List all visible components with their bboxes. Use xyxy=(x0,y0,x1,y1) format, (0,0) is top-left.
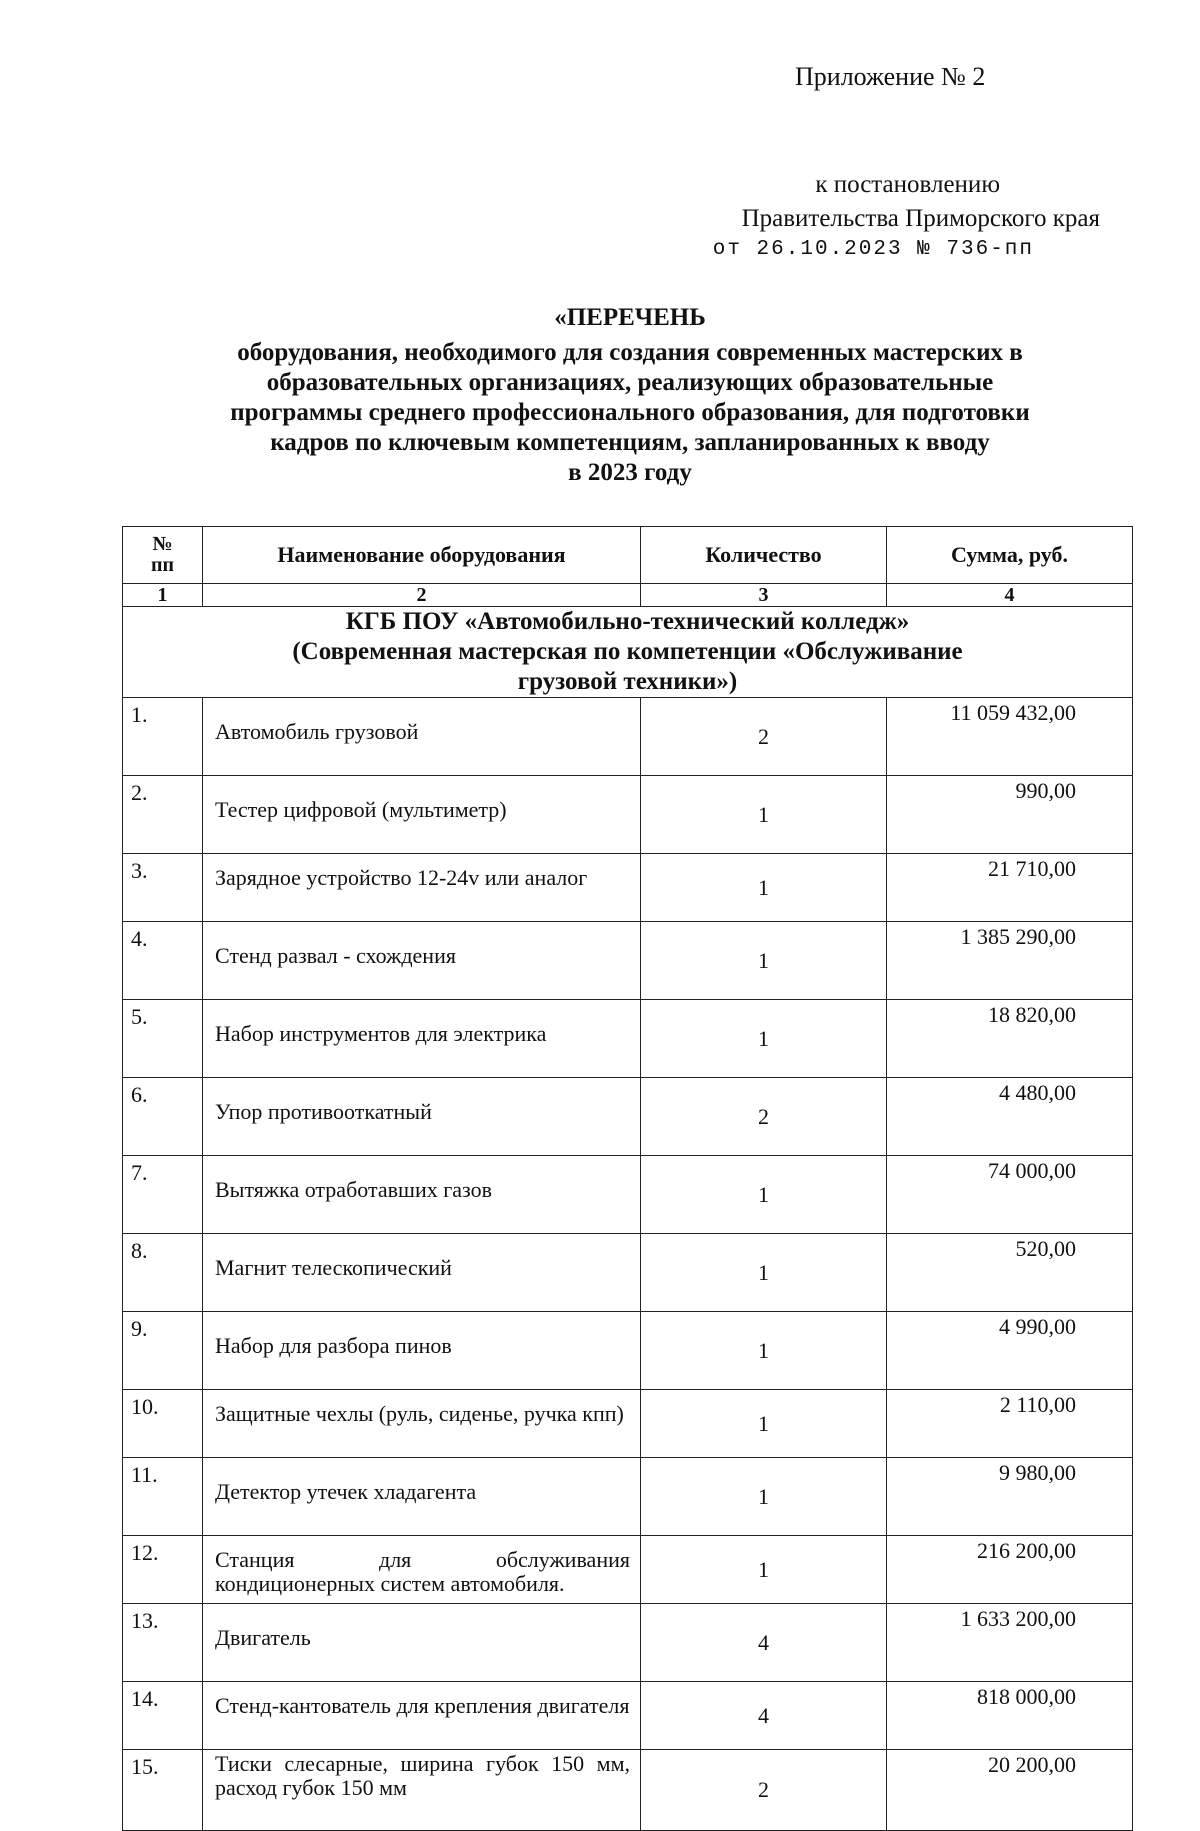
ref-line-2: Правительства Приморского края xyxy=(741,205,1100,232)
row-qty: 1 xyxy=(641,1234,887,1312)
row-num: 15. xyxy=(123,1750,203,1831)
row-name: Стенд развал - схождения xyxy=(203,922,641,1000)
table-row xyxy=(123,1682,1133,1750)
row-num: 1. xyxy=(123,698,203,776)
row-name: Тестер цифровой (мультиметр) xyxy=(203,776,641,854)
title-line-3: образовательных организациях, реализующих образовательные xyxy=(266,369,994,396)
row-sum: 21 710,00 xyxy=(887,854,1133,922)
col-number: 2 xyxy=(203,584,641,607)
row-name: Зарядное устройство 12-24v или аналог xyxy=(203,854,641,922)
header-num-line-1: № xyxy=(152,533,173,555)
ref-line-3: от 26.10.2023 № 736-пп xyxy=(712,238,1034,261)
row-name: Детектор утечек хладагента xyxy=(203,1458,641,1536)
row-sum: 11 059 432,00 xyxy=(887,698,1133,776)
row-qty: 4 xyxy=(641,1682,887,1750)
row-num: 8. xyxy=(123,1234,203,1312)
title-line-4: программы среднего профессионального образования, для подготовки xyxy=(230,399,1030,426)
row-num: 10. xyxy=(123,1390,203,1458)
column-number-row xyxy=(123,584,1133,607)
row-sum: 818 000,00 xyxy=(887,1682,1133,1750)
decree-reference xyxy=(713,168,1100,264)
row-qty: 2 xyxy=(641,1750,887,1831)
row-name: Тиски слесарные, ширина губок 150 мм, расход губок 150 мм xyxy=(203,1750,641,1831)
row-qty: 2 xyxy=(641,1078,887,1156)
row-sum: 990,00 xyxy=(887,776,1133,854)
table-row xyxy=(123,698,1133,776)
header-qty: Количество xyxy=(641,527,887,584)
section-line-1: КГБ ПОУ «Автомобильно-технический колледж» xyxy=(345,608,910,635)
row-sum: 1 385 290,00 xyxy=(887,922,1133,1000)
equipment-table xyxy=(122,526,1133,1831)
row-sum: 216 200,00 xyxy=(887,1536,1133,1604)
col-number: 4 xyxy=(887,584,1133,607)
title-line-6: в 2023 году xyxy=(568,459,692,486)
title-line-5: кадров по ключевым компетенциям, запланированных к вводу xyxy=(270,429,990,456)
ref-line-1: к постановлению xyxy=(815,171,1000,198)
document-title xyxy=(130,303,1130,488)
row-name: Двигатель xyxy=(203,1604,641,1682)
row-num: 12. xyxy=(123,1536,203,1604)
row-name: Защитные чехлы (руль, сиденье, ручка кпп) xyxy=(203,1390,641,1458)
row-sum: 2 110,00 xyxy=(887,1390,1133,1458)
table-row xyxy=(123,1078,1133,1156)
table-row xyxy=(123,1000,1133,1078)
row-sum: 20 200,00 xyxy=(887,1750,1133,1831)
row-qty: 1 xyxy=(641,1536,887,1604)
row-qty: 1 xyxy=(641,1458,887,1536)
table-row xyxy=(123,922,1133,1000)
row-num: 6. xyxy=(123,1078,203,1156)
row-qty: 1 xyxy=(641,1312,887,1390)
header-num xyxy=(123,527,203,584)
header-sum: Сумма, руб. xyxy=(887,527,1133,584)
row-sum: 1 633 200,00 xyxy=(887,1604,1133,1682)
row-num: 14. xyxy=(123,1682,203,1750)
section-line-2: (Современная мастерская по компетенции «Обслуживание xyxy=(292,638,963,665)
row-name: Упор противооткатный xyxy=(203,1078,641,1156)
row-qty: 1 xyxy=(641,922,887,1000)
title-line-1: «ПЕРЕЧЕНЬ xyxy=(554,304,706,331)
table-row xyxy=(123,1390,1133,1458)
table-row xyxy=(123,1156,1133,1234)
row-qty: 1 xyxy=(641,1156,887,1234)
table-row xyxy=(123,1750,1133,1831)
header-name: Наименование оборудования xyxy=(203,527,641,584)
row-num: 3. xyxy=(123,854,203,922)
table-row xyxy=(123,776,1133,854)
table-row xyxy=(123,1234,1133,1312)
row-sum: 9 980,00 xyxy=(887,1458,1133,1536)
table-row xyxy=(123,1536,1133,1604)
appendix-label: Приложение № 2 xyxy=(795,62,986,91)
row-num: 13. xyxy=(123,1604,203,1682)
section-line-3: грузовой техники») xyxy=(517,668,738,695)
row-qty: 2 xyxy=(641,698,887,776)
row-qty: 1 xyxy=(641,1000,887,1078)
row-name: Автомобиль грузовой xyxy=(203,698,641,776)
section-row xyxy=(123,607,1133,698)
row-sum: 4 990,00 xyxy=(887,1312,1133,1390)
row-num: 4. xyxy=(123,922,203,1000)
row-qty: 1 xyxy=(641,1390,887,1458)
row-qty: 1 xyxy=(641,776,887,854)
row-name: Набор для разбора пинов xyxy=(203,1312,641,1390)
row-num: 7. xyxy=(123,1156,203,1234)
section-title xyxy=(123,607,1133,698)
row-sum: 520,00 xyxy=(887,1234,1133,1312)
table-header-row xyxy=(123,527,1133,584)
row-num: 11. xyxy=(123,1458,203,1536)
row-name: Магнит телескопический xyxy=(203,1234,641,1312)
table-row xyxy=(123,1312,1133,1390)
table-row xyxy=(123,854,1133,922)
col-number: 3 xyxy=(641,584,887,607)
row-qty: 4 xyxy=(641,1604,887,1682)
row-sum: 74 000,00 xyxy=(887,1156,1133,1234)
row-sum: 4 480,00 xyxy=(887,1078,1133,1156)
table-row xyxy=(123,1604,1133,1682)
header-num-line-2: пп xyxy=(150,554,175,576)
title-line-2: оборудования, необходимого для создания современных мастерских в xyxy=(237,339,1023,366)
row-num: 5. xyxy=(123,1000,203,1078)
row-name: Станция для обслуживания кондиционерных систем автомобиля. xyxy=(203,1536,641,1604)
row-sum: 18 820,00 xyxy=(887,1000,1133,1078)
row-num: 2. xyxy=(123,776,203,854)
row-name: Стенд-кантователь для крепления двигателя xyxy=(203,1682,641,1750)
row-num: 9. xyxy=(123,1312,203,1390)
col-number: 1 xyxy=(123,584,203,607)
table-row xyxy=(123,1458,1133,1536)
row-name: Набор инструментов для электрика xyxy=(203,1000,641,1078)
row-qty: 1 xyxy=(641,854,887,922)
row-name: Вытяжка отработавших газов xyxy=(203,1156,641,1234)
